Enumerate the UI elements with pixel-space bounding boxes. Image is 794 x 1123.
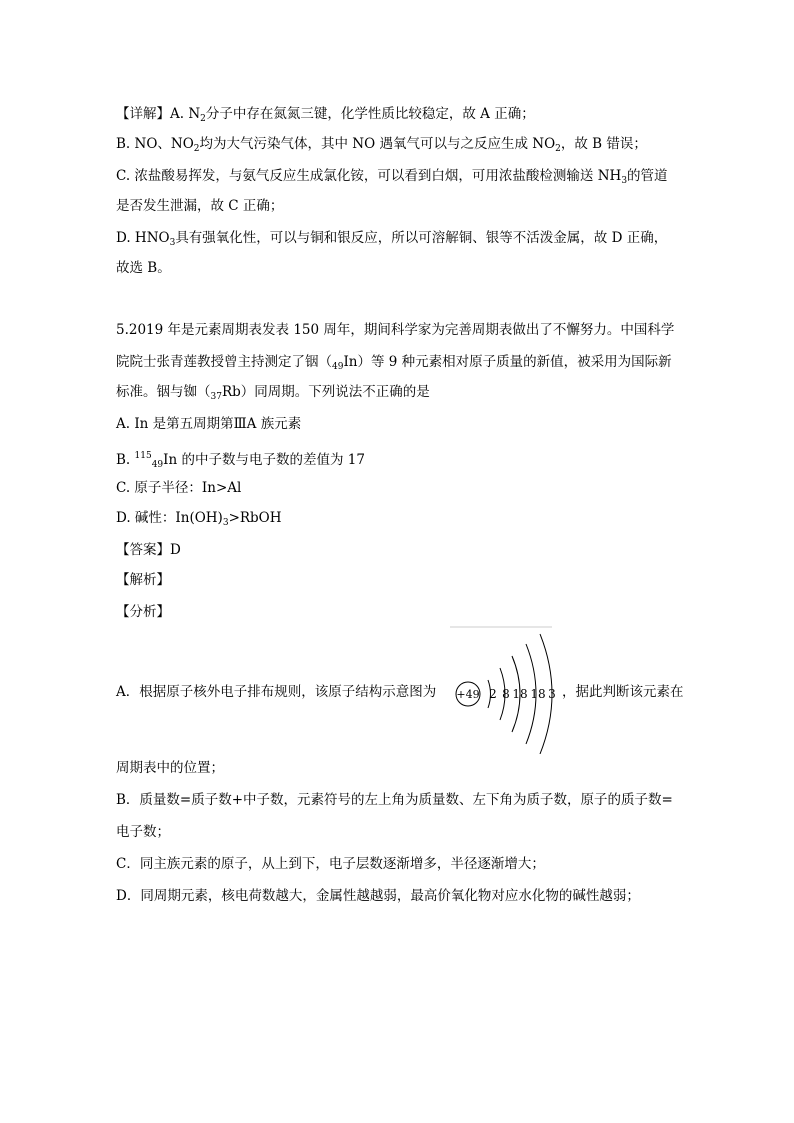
shell-2-count: 8 (502, 687, 510, 701)
analysis-subheading: 【分析】 (116, 604, 170, 620)
analysis-b-line-1: B．质量数=质子数+中子数，元素符号的左上角为质量数、左下角为质子数，原子的质子数= (116, 792, 673, 808)
explain-line-c1: C. 浓盐酸易挥发，与氨气反应生成氯化铵，可以看到白烟，可用浓盐酸检测输送 $NH_3$的管道 (116, 168, 668, 186)
analysis-d-line: D．同周期元素，核电荷数越大，金属性越越弱，最高价氧化物对应水化物的碱性越弱； (116, 888, 640, 904)
analysis-heading: 【解析】 (116, 572, 170, 588)
question-stem-2: 院院士张青莲教授曾主持测定了铟$(_{49}In)$等 9 种元素相对原子质量的新值，被采用为国际新 (116, 354, 672, 372)
explain-line-c2: 是否发生泄漏，故 C 正确； (116, 198, 284, 214)
analysis-b-line-2: 电子数； (116, 824, 170, 840)
explain-line-a: 【详解】A. $N_2$分子中存在氮氮三键，化学性质比较稳定，故 A 正确； (116, 106, 535, 124)
analysis-a-line-1: A．根据原子核外电子排布规则，该原子结构示意图为 (116, 684, 437, 700)
explain-line-b: B. NO、$NO_2$均为大气污染气体，其中 NO 遇氧气可以与之反应生成 $NO_2$，故 B 错误； (116, 136, 647, 154)
explain-line-d1: D. $HNO_3$具有强氧化性，可以与铜和银反应，所以可溶解铜、银等不活泼金属，故 D 正确， (116, 230, 668, 248)
shell-1-count: 2 (489, 687, 497, 701)
option-a: A. In 是第五周期第ⅢA 族元素 (116, 416, 302, 432)
answer: 【答案】D (116, 542, 181, 558)
atom-structure-diagram (448, 626, 558, 754)
nucleus-label: +49 (456, 688, 480, 701)
explain-line-d2: 故选 B。 (116, 260, 171, 276)
analysis-c-line: C．同主族元素的原子，从上到下，电子层数逐渐增多，半径逐渐增大； (116, 856, 545, 872)
shell-5-count: 3 (548, 687, 556, 701)
question-stem-3: 标准。铟与铷$(_{37}Rb)$同周期。下列说法不正确的是 (116, 384, 430, 402)
analysis-a-line-2: 周期表中的位置； (116, 760, 224, 776)
option-c: C. 原子半径：In>Al (116, 480, 242, 496)
option-b: B. $^{115}_{49}$In 的中子数与电子数的差值为 17 (116, 451, 365, 470)
analysis-a-line-1-tail: ，据此判断该元素在 (562, 684, 684, 700)
option-d: D. 碱性：$In(OH)_3>RbOH$ (116, 510, 282, 528)
shell-3-count: 18 (512, 687, 528, 701)
shell-4-count: 18 (530, 687, 546, 701)
question-stem-1: 5.2019 年是元素周期表发表 150 周年，期间科学家为完善周期表做出了不懈努力。中国科学 (116, 322, 675, 338)
